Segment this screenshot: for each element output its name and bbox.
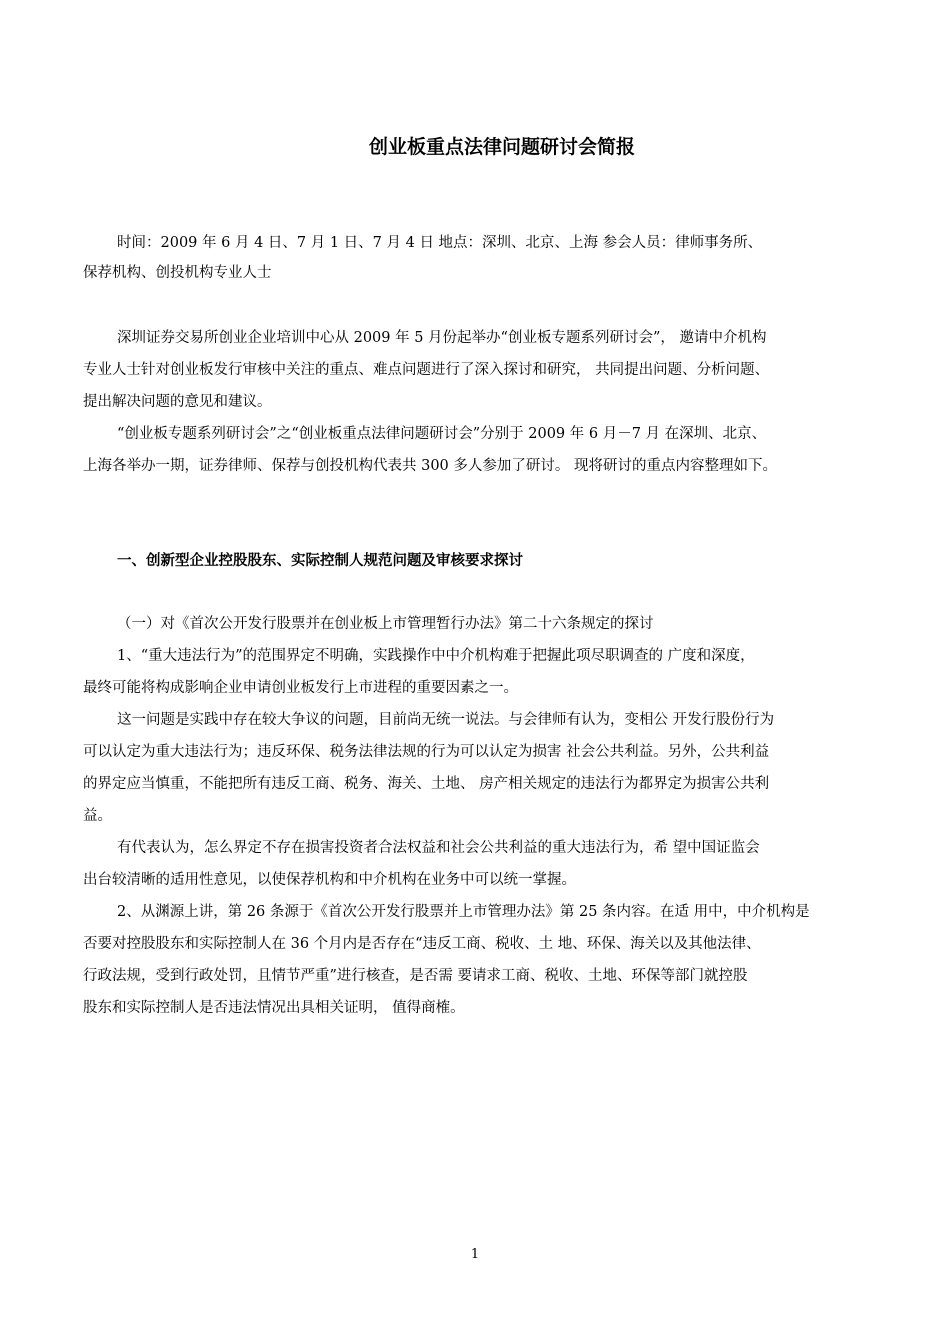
section-heading: 一、创新型企业控股股东、实际控制人规范问题及审核要求探讨	[117, 553, 523, 569]
point-line: 否要对控股股东和实际控制人在 36 个月内是否存在“违反工商、税收、土 地、环保、海关以及其他法律、	[83, 936, 761, 952]
subsection-heading: （一）对《首次公开发行股票并在创业板上市管理暂行办法》第二十六条规定的探讨	[117, 616, 654, 632]
discussion-line: 益。	[83, 808, 112, 824]
intro-paragraph-line: “创业板专题系列研讨会”之“创业板重点法律问题研讨会”分别于 2009 年 6 月－7 月 在深圳、北京、	[117, 426, 767, 442]
discussion-line: 可以认定为重大违法行为；违反环保、税务法律法规的行为可以认定为损害 社会公共利益。另外，公共利益	[83, 744, 770, 760]
meeting-info-line: 时间：2009 年 6 月 4 日、7 月 1 日、7 月 4 日 地点：深圳、北京、上海 参会人员：律师事务所、	[117, 235, 763, 251]
meeting-info-line: 保荐机构、创投机构专业人士	[83, 265, 272, 281]
point-line: 行政法规，受到行政处罚，且情节严重”进行核查，是否需 要请求工商、税收、土地、环保等部门就控股	[83, 968, 748, 984]
point-line: 最终可能将构成影响企业申请创业板发行上市进程的重要因素之一。	[83, 680, 518, 696]
point-line: 2、从渊源上讲，第 26 条源于《首次公开发行股票并上市管理办法》第 25 条内容。在适 用中，中介机构是	[117, 904, 810, 920]
intro-paragraph-line: 上海各举办一期，证券律师、保荐与创投机构代表共 300 多人参加了研讨。 现将研讨的重点内容整理如下。	[83, 458, 777, 474]
document-title: 创业板重点法律问题研讨会简报	[368, 136, 635, 158]
point-line: 股东和实际控制人是否违法情况出具相关证明， 值得商榷。	[83, 1000, 465, 1016]
intro-paragraph-line: 提出解决问题的意见和建议。	[83, 394, 272, 410]
discussion-line: 的界定应当慎重，不能把所有违反工商、税务、海关、土地、 房产相关规定的违法行为都界定为损害公共利	[83, 776, 770, 792]
page-number: 1	[470, 1247, 480, 1262]
representatives-line: 出台较清晰的适用性意见，以使保荐机构和中介机构在业务中可以统一掌握。	[83, 872, 576, 888]
point-line: 1、“重大违法行为”的范围界定不明确，实践操作中中介机构难于把握此项尽职调查的 广度和深度，	[117, 648, 755, 664]
intro-paragraph-line: 深圳证券交易所创业企业培训中心从 2009 年 5 月份起举办“创业板专题系列研讨会”， 邀请中介机构	[117, 330, 767, 346]
intro-paragraph-line: 专业人士针对创业板发行审核中关注的重点、难点问题进行了深入探讨和研究， 共同提出问题、分析问题、	[83, 362, 770, 378]
representatives-line: 有代表认为，怎么界定不存在损害投资者合法权益和社会公共利益的重大违法行为，希 望中国证监会	[117, 840, 760, 856]
discussion-line: 这一问题是实践中存在较大争议的问题，目前尚无统一说法。与会律师有认为，变相公 开发行股份行为	[117, 712, 775, 728]
